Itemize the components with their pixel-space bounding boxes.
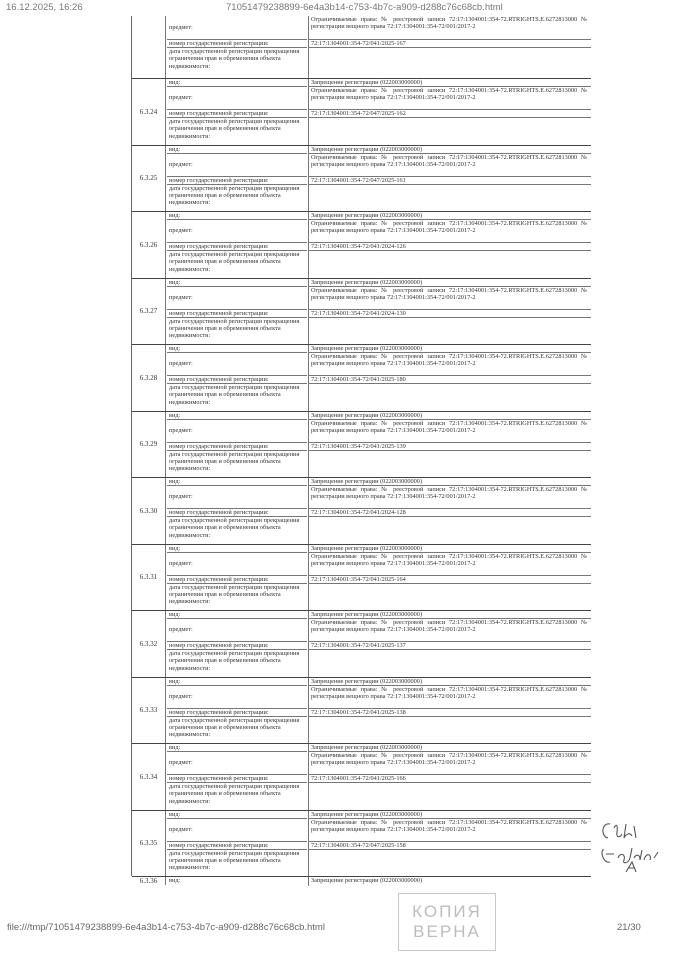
- label-vid: вид:: [167, 678, 307, 686]
- value-vid: Запрещение регистрации (022003000000): [308, 744, 591, 752]
- value-vid: Запрещение регистрации (022003000000): [308, 877, 591, 886]
- label-termination-date: дата государственной регистрации прекращения ограничения прав и обременения объекта недвижимости:: [169, 783, 300, 805]
- value-predmet: Ограничиваемые права: № реестровой записи 72:17:1304001:354-72.RTRIGHTS.E.6272813000 № регистрации вещного права 72:17:1304001:354-72/001/2017-2: [308, 220, 591, 243]
- entry-number: [132, 16, 166, 78]
- value-reg-number: 72:17:1304001:354-72/041/2024-130: [308, 310, 591, 318]
- label-termination-date: дата государственной регистрации прекращения ограничения прав и обременения объекта недвижимости:: [169, 384, 300, 406]
- entry-number: 6.3.24: [132, 79, 166, 145]
- label-vid: вид:: [167, 611, 307, 619]
- label-predmet: предмет:: [167, 287, 307, 310]
- label-termination-date: дата государственной регистрации прекращения ограничения прав и обременения объекта недвижимости:: [169, 849, 300, 872]
- entry-number: 6.3.26: [132, 212, 166, 278]
- entry-6-3-34: [132, 743, 591, 810]
- value-termination-date: [308, 318, 591, 345]
- label-vid: вид:: [167, 478, 307, 486]
- value-termination-date: [308, 384, 591, 411]
- entry-number: 6.3.31: [132, 545, 166, 611]
- entry-6-3-32: [132, 610, 591, 677]
- page-number: 21/30: [617, 922, 641, 933]
- label-reg-number: номер государственной регистрации:: [167, 775, 307, 783]
- entry-number: 6.3.29: [132, 412, 166, 478]
- value-predmet: Ограничиваемые права: № реестровой записи 72:17:1304001:354-72.RTRIGHTS.E.6272813000 № регистрации вещного права 72:17:1304001:354-72/001/2017-2: [308, 486, 591, 509]
- entry-number: 6.3.30: [132, 478, 166, 544]
- entry-6-3-29: [132, 411, 591, 478]
- entry-6-3-28: [132, 344, 591, 411]
- value-vid: Запрещение регистрации (022003000000): [308, 678, 591, 686]
- label-reg-number: номер государственной регистрации:: [167, 709, 307, 717]
- label-predmet: предмет:: [167, 553, 307, 576]
- label-predmet: предмет:: [167, 819, 307, 842]
- label-reg-number: номер государственной регистрации:: [167, 509, 307, 517]
- value-termination-date: [308, 48, 591, 78]
- label-reg-number: номер государственной регистрации:: [167, 177, 307, 185]
- label-termination-date: дата государственной регистрации прекращения ограничения прав и обременения объекта недвижимости:: [169, 583, 300, 606]
- value-predmet: Ограничиваемые права: № реестровой записи 72:17:1304001:354-72.RTRIGHTS.E.6272813000 № регистрации вещного права 72:17:1304001:354-72/001/2017-2: [308, 752, 591, 775]
- value-termination-date: [308, 783, 591, 810]
- value-termination-date: [308, 517, 591, 544]
- label-predmet: предмет:: [167, 16, 307, 40]
- label-vid: вид:: [167, 744, 307, 752]
- label-reg-number: номер государственной регистрации:: [167, 443, 307, 451]
- value-termination-date: [308, 584, 591, 611]
- value-predmet: Ограничиваемые права: № реестровой записи 72:17:1304001:354-72.RTRIGHTS.E.6272813000 № регистрации вещного права 72:17:1304001:354-72/001/2017-2: [308, 619, 591, 642]
- label-reg-number: номер государственной регистрации:: [167, 376, 307, 384]
- value-predmet: Ограничиваемые права: № реестровой записи 72:17:1304001:354-72.RTRIGHTS.E.6272813000 № регистрации вещного права 72:17:1304001:354-72/001/2017-2: [308, 87, 591, 110]
- value-reg-number: 72:17:1304001:354-72/047/2025-161: [308, 177, 591, 185]
- value-predmet: Ограничиваемые права: № реестровой записи 72:17:1304001:354-72.RTRIGHTS.E.6272813000 № регистрации вещного права 72:17:1304001:354-72/001/2017-2: [308, 819, 591, 842]
- value-reg-number: 72:17:1304001:354-72/041/2024-126: [308, 243, 591, 251]
- label-predmet: предмет:: [167, 752, 307, 775]
- stamp-line-1: КОПИЯ: [412, 902, 482, 921]
- entry-number: 6.3.34: [132, 744, 166, 810]
- value-reg-number: 72:17:1304001:354-72/041/2025-166: [308, 775, 591, 783]
- value-predmet: Ограничиваемые права: № реестровой записи 72:17:1304001:354-72.RTRIGHTS.E.6272813000 № регистрации вещного права 72:17:1304001:354-72/001/2017-2: [308, 420, 591, 443]
- entry-6-3-24: [132, 78, 591, 145]
- label-termination-date: дата государственной регистрации прекращения ограничения прав и обременения объекта недвижимости:: [169, 650, 300, 672]
- label-termination-date: дата государственной регистрации прекращения ограничения прав и обременения объекта недвижимости:: [169, 251, 300, 273]
- entry-6-3-36: [132, 876, 591, 885]
- footer-url: file:///tmp/71051479238899-6e4a3b14-c753-4b7c-a909-d288c76c68cb.html: [7, 922, 325, 933]
- label-predmet: предмет:: [167, 220, 307, 243]
- entry-6-3-30: [132, 477, 591, 544]
- page-header: [0, 2, 679, 16]
- value-vid: Запрещение регистрации (022003000000): [308, 279, 591, 287]
- value-termination-date: [308, 451, 591, 478]
- value-predmet: Ограничиваемые права: № реестровой записи 72:17:1304001:354-72.RTRIGHTS.E.6272813000 № регистрации вещного права 72:17:1304001:354-72/001/2017-2: [308, 353, 591, 376]
- label-termination-date: дата государственной регистрации прекращения ограничения прав и обременения объекта недвижимости:: [169, 317, 300, 340]
- print-filename: 71051479238899-6e4a3b14-c753-4b7c-a909-d288c76c68cb.html: [226, 2, 503, 13]
- entry-6-3-25: [132, 145, 591, 212]
- value-termination-date: [308, 251, 591, 278]
- label-reg-number: номер государственной регистрации:: [167, 110, 307, 118]
- label-predmet: предмет:: [167, 619, 307, 642]
- handwritten-signature: [596, 818, 676, 878]
- value-termination-date: [308, 650, 591, 677]
- label-predmet: предмет:: [167, 154, 307, 177]
- label-reg-number: номер государственной регистрации:: [167, 243, 307, 251]
- encumbrance-table: [131, 16, 590, 885]
- value-reg-number: 72:17:1304001:354-72/041/2025-137: [308, 642, 591, 650]
- entry-number: 6.3.25: [132, 146, 166, 212]
- label-reg-number: номер государственной регистрации:: [167, 40, 307, 48]
- value-vid: Запрещение регистрации (022003000000): [308, 345, 591, 353]
- label-predmet: предмет:: [167, 420, 307, 443]
- entry-number: 6.3.36: [132, 877, 166, 885]
- label-termination-date: дата государственной регистрации прекращения ограничения прав и обременения объекта недвижимости:: [169, 118, 300, 140]
- value-predmet: Ограничиваемые права: № реестровой записи 72:17:1304001:354-72.RTRIGHTS.E.6272813000 № регистрации вещного права 72:17:1304001:354-72/001/2017-2: [308, 287, 591, 310]
- entry-6-3-33: [132, 677, 591, 744]
- entry-6-3-27: [132, 278, 591, 345]
- value-reg-number: 72:17:1304001:354-72/041/2024-128: [308, 509, 591, 517]
- label-reg-number: номер государственной регистрации:: [167, 576, 307, 584]
- value-termination-date: [308, 185, 591, 212]
- label-vid: вид:: [167, 811, 307, 819]
- value-vid: Запрещение регистрации (022003000000): [308, 146, 591, 154]
- print-datetime: 16.12.2025, 16:26: [6, 2, 83, 13]
- entry-number: 6.3.35: [132, 811, 166, 877]
- value-predmet: Ограничиваемые права: № реестровой записи 72:17:1304001:354-72.RTRIGHTS.E.6272813000 № регистрации вещного права 72:17:1304001:354-72/001/2017-2: [308, 686, 591, 709]
- value-reg-number: 72:17:1304001:354-72/041/2025-138: [308, 709, 591, 717]
- entry-number: 6.3.27: [132, 279, 166, 345]
- label-termination-date: дата государственной регистрации прекращения ограничения прав и обременения объекта недвижимости:: [169, 450, 300, 473]
- value-predmet: Ограничиваемые права: № реестровой записи 72:17:1304001:354-72.RTRIGHTS.E.6272813000 № регистрации вещного права 72:17:1304001:354-72/001/2017-2: [308, 553, 591, 576]
- value-reg-number: 72:17:1304001:354-72/041/2025-167: [308, 40, 591, 48]
- value-vid: Запрещение регистрации (022003000000): [308, 478, 591, 486]
- value-termination-date: [308, 717, 591, 744]
- value-reg-number: 72:17:1304001:354-72/047/2025-158: [308, 842, 591, 850]
- value-vid: Запрещение регистрации (022003000000): [308, 412, 591, 420]
- label-reg-number: номер государственной регистрации:: [167, 310, 307, 318]
- value-vid: Запрещение регистрации (022003000000): [308, 545, 591, 553]
- label-predmet: предмет:: [167, 486, 307, 509]
- entry-6-3-26: [132, 211, 591, 278]
- label-termination-date: дата государственной регистрации прекращения ограничения прав и обременения объекта недвижимости:: [169, 716, 300, 739]
- label-predmet: предмет:: [167, 87, 307, 110]
- value-reg-number: 72:17:1304001:354-72/041/2025-139: [308, 443, 591, 451]
- entry-number: 6.3.33: [132, 678, 166, 744]
- label-vid: вид:: [167, 345, 307, 353]
- label-vid: вид:: [167, 146, 307, 154]
- value-vid: Запрещение регистрации (022003000000): [308, 79, 591, 87]
- entry-number: 6.3.28: [132, 345, 166, 411]
- label-termination-date: дата государственной регистрации прекращения ограничения прав и обременения объекта недвижимости:: [169, 517, 300, 539]
- label-reg-number: номер государственной регистрации:: [167, 642, 307, 650]
- entry-number: 6.3.32: [132, 611, 166, 677]
- entry-6-3-31: [132, 544, 591, 611]
- value-reg-number: 72:17:1304001:354-72/041/2025-180: [308, 376, 591, 384]
- value-vid: Запрещение регистрации (022003000000): [308, 611, 591, 619]
- value-vid: Запрещение регистрации (022003000000): [308, 811, 591, 819]
- label-predmet: предмет:: [167, 353, 307, 376]
- value-vid: Запрещение регистрации (022003000000): [308, 212, 591, 220]
- page-footer: [0, 922, 679, 938]
- value-predmet: Ограничиваемые права: № реестровой записи 72:17:1304001:354-72.RTRIGHTS.E.6272813000 № регистрации вещного права 72:17:1304001:354-72/001/2017-2: [308, 154, 591, 177]
- continuation-block: [132, 16, 591, 78]
- label-termination-date: дата государственной регистрации прекращения ограничения прав и обременения объекта недвижимости:: [169, 48, 300, 70]
- label-vid: вид:: [167, 79, 307, 87]
- label-termination-date: дата государственной регистрации прекращения ограничения прав и обременения объекта недвижимости:: [169, 184, 300, 207]
- entry-6-3-35: [132, 810, 591, 877]
- stamp-line-2: ВЕРНА: [413, 922, 481, 941]
- value-termination-date: [308, 850, 591, 877]
- label-vid: вид:: [167, 545, 307, 553]
- label-reg-number: номер государственной регистрации:: [167, 842, 307, 850]
- label-predmet: предмет:: [167, 686, 307, 709]
- label-vid: вид:: [169, 877, 181, 884]
- value-predmet: Ограничиваемые права: № реестровой записи 72:17:1304001:354-72.RTRIGHTS.E.6272813000 № регистрации вещного права 72:17:1304001:354-72/001/2017-2: [308, 16, 591, 40]
- label-vid: вид:: [167, 212, 307, 220]
- label-vid: вид:: [167, 279, 307, 287]
- value-termination-date: [308, 118, 591, 145]
- label-vid: вид:: [167, 412, 307, 420]
- value-reg-number: 72:17:1304001:354-72/041/2025-164: [308, 576, 591, 584]
- value-reg-number: 72:17:1304001:354-72/047/2025-162: [308, 110, 591, 118]
